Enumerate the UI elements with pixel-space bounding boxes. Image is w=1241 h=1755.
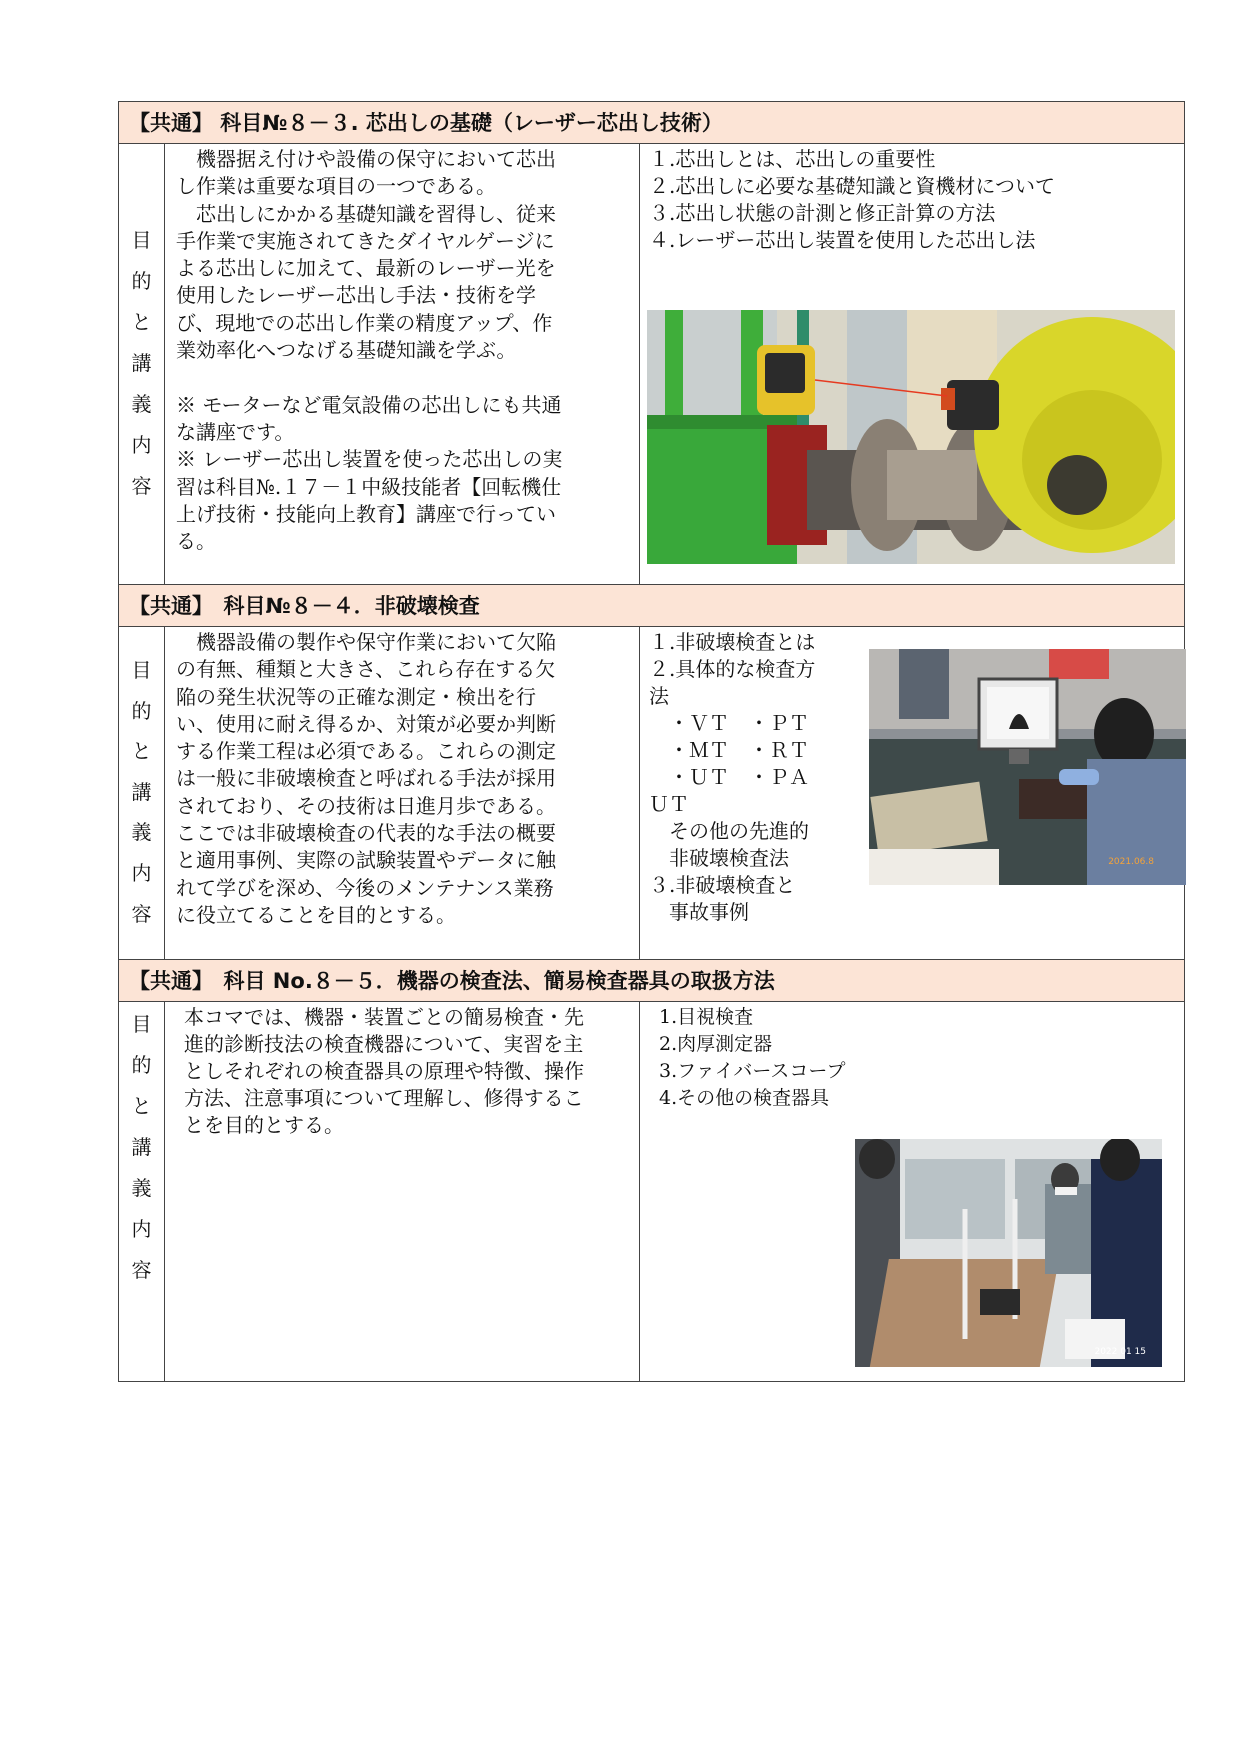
description-line: は一般に非破壊検査と呼ばれる手法が採用 bbox=[176, 766, 556, 791]
vertical-label-char: 講 bbox=[131, 780, 152, 804]
column-divider bbox=[639, 627, 640, 959]
description-line: 習は科目№.１７－１中級技能者【回転機仕 bbox=[176, 474, 562, 499]
purpose-description bbox=[176, 629, 641, 929]
description-line: な講座です。 bbox=[176, 419, 295, 444]
vertical-label-char: 義 bbox=[131, 820, 152, 844]
laser-alignment-illustration bbox=[647, 310, 1175, 564]
topic-list bbox=[649, 629, 815, 926]
topic-item: 非破壊検査法 bbox=[649, 846, 789, 870]
vertical-label-char: 容 bbox=[131, 902, 152, 926]
topic-item: ４.レーザー芯出し装置を使用した芯出し法 bbox=[649, 228, 1036, 252]
description-line: 使用したレーザー芯出し手法・技術を学 bbox=[176, 283, 536, 308]
topic-item: １.非破壊検査とは bbox=[649, 630, 816, 654]
column-divider bbox=[639, 1002, 640, 1381]
section-8-3 bbox=[118, 101, 1185, 585]
description-line: れて学びを深め、今後のメンテナンス業務 bbox=[176, 875, 554, 900]
topic-item: ２.具体的な検査方 bbox=[649, 657, 816, 681]
ultrasonic-testing-illustration bbox=[869, 649, 1186, 885]
photo-date-stamp: 2022 01 15 bbox=[1094, 1347, 1146, 1357]
column-divider bbox=[639, 144, 640, 584]
description-line: する作業工程は必須である。これらの測定 bbox=[176, 739, 556, 764]
ultrasonic-testing-photo bbox=[869, 649, 1186, 885]
description-line: と適用事例、実際の試験装置やデータに触 bbox=[176, 848, 556, 873]
photo-date-stamp: 2021.06.8 bbox=[1108, 857, 1154, 867]
description-line: ※ レーザー芯出し装置を使った芯出しの実 bbox=[176, 447, 563, 472]
section-title: 【共通】 科目№８－３. 芯出しの基礎（レーザー芯出し技術） bbox=[119, 102, 1184, 144]
description-line: 芯出しにかかる基礎知識を習得し、従来 bbox=[176, 201, 556, 226]
section-title: 【共通】 科目 No.８－５．機器の検査法、簡易検査器具の取扱方法 bbox=[119, 960, 1184, 1002]
topic-item: ３.芯出し状態の計測と修正計算の方法 bbox=[649, 201, 996, 225]
topic-list bbox=[649, 146, 1055, 254]
vertical-label-char: 義 bbox=[131, 1176, 152, 1200]
vertical-label-char: 講 bbox=[131, 1135, 152, 1159]
topic-item: 事故事例 bbox=[649, 900, 749, 924]
vertical-label bbox=[119, 144, 165, 584]
description-line: る。 bbox=[176, 529, 216, 554]
description-line: よる芯出しに加えて、最新のレーザー光を bbox=[176, 256, 556, 281]
inspection-training-photo bbox=[855, 1139, 1162, 1367]
description-line bbox=[176, 364, 641, 391]
topic-item: ・ＶＴ ・ＰＴ bbox=[649, 711, 809, 735]
inspection-training-illustration bbox=[855, 1139, 1162, 1367]
vertical-label-char: 的 bbox=[131, 699, 152, 723]
topic-item: 3.ファイバースコープ bbox=[659, 1060, 846, 1082]
description-line: 上げ技術・技能向上教育】講座で行ってい bbox=[176, 501, 556, 526]
vertical-label-char: と bbox=[131, 739, 152, 763]
description-line: ※ モーターなど電気設備の芯出しにも共通 bbox=[176, 392, 562, 417]
vertical-label-char: 容 bbox=[131, 1258, 152, 1282]
section-title: 【共通】 科目№８－４．非破壊検査 bbox=[119, 585, 1184, 627]
description-line: に役立てることを目的とする。 bbox=[176, 902, 456, 927]
topic-item: その他の先進的 bbox=[649, 819, 809, 843]
vertical-label-char: 内 bbox=[131, 861, 152, 885]
vertical-label-char: 義 bbox=[131, 392, 152, 416]
vertical-label-char: 目 bbox=[131, 228, 152, 252]
description-line: 機器設備の製作や保守作業において欠陥 bbox=[176, 630, 556, 654]
vertical-label-char: 講 bbox=[131, 351, 152, 375]
topic-item: 2.肉厚測定器 bbox=[659, 1033, 773, 1055]
topic-item: ２.芯出しに必要な基礎知識と資機材について bbox=[649, 174, 1055, 198]
topic-item: 1.目視検査 bbox=[659, 1006, 754, 1028]
vertical-label-char: 目 bbox=[131, 1012, 152, 1036]
topic-item: ・ＵＴ ・ＰＡ bbox=[649, 765, 809, 789]
vertical-label-char: 的 bbox=[131, 1053, 152, 1077]
vertical-label-char: と bbox=[131, 310, 152, 334]
vertical-label-char: 目 bbox=[131, 658, 152, 682]
description-line: 進的診断技法の検査機器について、実習を主 bbox=[184, 1032, 584, 1056]
topic-item: 法 bbox=[649, 684, 669, 708]
vertical-label bbox=[119, 1002, 165, 1381]
topic-list bbox=[659, 1004, 845, 1112]
vertical-label bbox=[119, 627, 165, 959]
vertical-label-char: 内 bbox=[131, 1217, 152, 1241]
topic-item: ３.非破壊検査と bbox=[649, 873, 796, 897]
description-line: 業効率化へつなげる基礎知識を学ぶ。 bbox=[176, 338, 517, 363]
topic-item: 4.その他の検査器具 bbox=[659, 1087, 830, 1109]
vertical-label-char: と bbox=[131, 1094, 152, 1118]
purpose-description bbox=[176, 146, 641, 555]
description-line: 陥の発生状況等の正確な測定・検出を行 bbox=[176, 684, 536, 709]
description-line: されており、その技術は日進月歩である。 bbox=[176, 793, 556, 818]
vertical-label-char: 的 bbox=[131, 269, 152, 293]
description-line: 方法、注意事項について理解し、修得するこ bbox=[184, 1086, 584, 1110]
laser-alignment-photo bbox=[647, 310, 1175, 564]
description-line: い、使用に耐え得るか、対策が必要か判断 bbox=[176, 711, 556, 736]
description-line: し作業は重要な項目の一つである。 bbox=[176, 174, 496, 199]
purpose-description bbox=[184, 1004, 649, 1139]
description-line: ここでは非破壊検査の代表的な手法の概要 bbox=[176, 821, 556, 846]
topic-item: １.芯出しとは、芯出しの重要性 bbox=[649, 147, 936, 171]
section-8-5 bbox=[118, 959, 1185, 1382]
vertical-label-char: 容 bbox=[131, 474, 152, 498]
topic-item: ＵＴ bbox=[649, 792, 689, 816]
description-line: 本コマでは、機器・装置ごとの簡易検査・先 bbox=[184, 1005, 584, 1029]
vertical-label-char: 内 bbox=[131, 433, 152, 457]
topic-item: ・ＭＴ ・ＲＴ bbox=[649, 738, 809, 762]
description-line: 機器据え付けや設備の保守において芯出 bbox=[176, 147, 556, 171]
description-line: び、現地での芯出し作業の精度アップ、作 bbox=[176, 310, 553, 335]
description-line: とを目的とする。 bbox=[184, 1113, 344, 1137]
description-line: の有無、種類と大きさ、これら存在する欠 bbox=[176, 657, 556, 682]
section-8-4 bbox=[118, 584, 1185, 960]
description-line: 手作業で実施されてきたダイヤルゲージに bbox=[176, 228, 555, 253]
description-line: としそれぞれの検査器具の原理や特徴、操作 bbox=[184, 1059, 584, 1083]
